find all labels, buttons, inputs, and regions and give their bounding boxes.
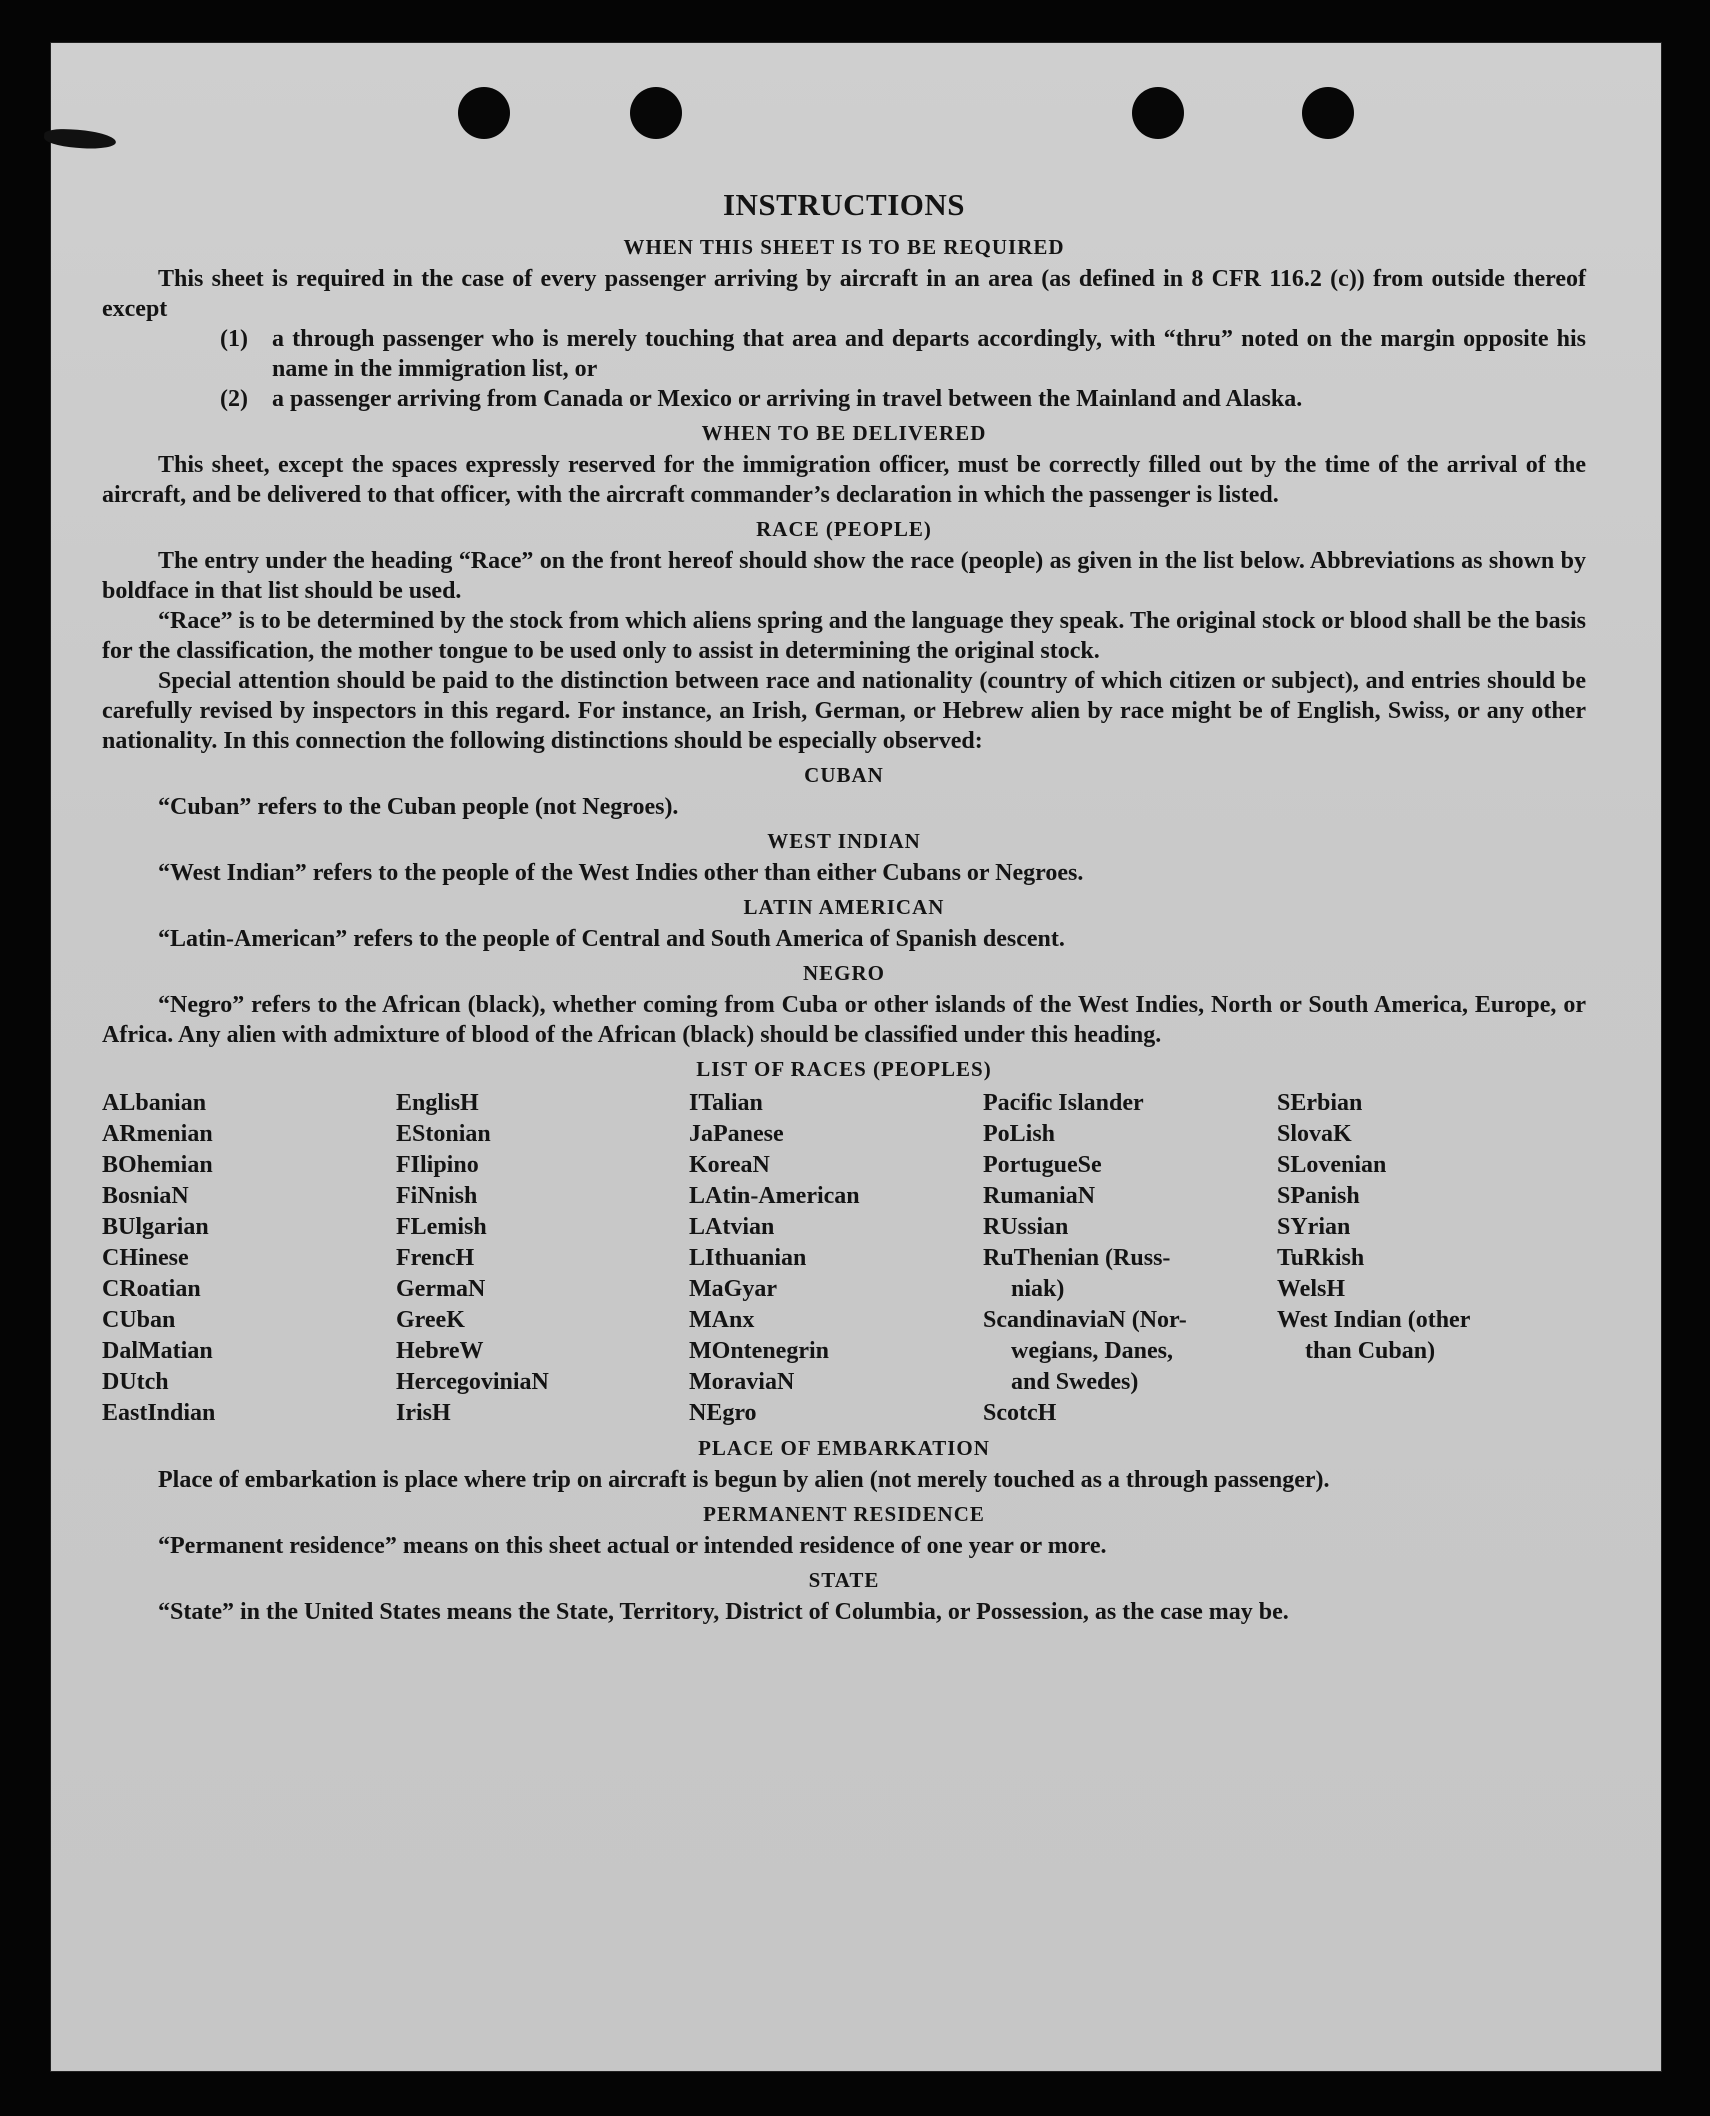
race-entry: LAtvian xyxy=(689,1214,775,1240)
heading-west-indian: WEST INDIAN xyxy=(767,829,921,853)
race-entry: DUtch xyxy=(102,1369,169,1395)
race-entry: GermaN xyxy=(396,1276,486,1302)
race-entry: JaPanese xyxy=(689,1121,784,1147)
race-entry: BUlgarian xyxy=(102,1214,209,1240)
race-entry: West Indian (other xyxy=(1277,1307,1471,1333)
race-paragraph: “Race” is to be determined by the stock from which aliens spring and the language they speak. The original stock or blood shall be the basis for the classification, the mother tongue to be used only to assist in determining the original stock. xyxy=(102,608,1586,664)
race-entry: niak) xyxy=(1011,1276,1065,1302)
exception-text: a passenger arriving from Canada or Mexico or arriving in travel between the Mainland and Alaska. xyxy=(272,386,1303,412)
race-entry: EastIndian xyxy=(102,1400,216,1426)
instructions-text xyxy=(102,182,1586,1627)
race-entry: CHinese xyxy=(102,1245,189,1271)
races-column xyxy=(396,1088,689,1429)
races-column xyxy=(1277,1088,1547,1429)
exception-number: (2) xyxy=(220,386,248,412)
race-entry: BOhemian xyxy=(102,1152,213,1178)
race-paragraph: Special attention should be paid to the distinction between race and nationality (country of which citizen or subject), and entries should be carefully revised by inspectors in this regard. For instance, an Irish, German, or Hebrew alien by race might be of English, Swiss, or any other nationality. In this connection the following distinctions should be especially observed: xyxy=(102,668,1586,754)
race-entry: GreeK xyxy=(396,1307,465,1333)
race-entry: KoreaN xyxy=(689,1152,770,1178)
heading-list-of-races: LIST OF RACES (PEOPLES) xyxy=(696,1057,992,1081)
when-delivered-text: This sheet, except the spaces expressly reserved for the immigration officer, must be correctly filled out by the time of the arrival of the aircraft, and be delivered to that officer, with the aircraft commander’s declaration in which the passenger is listed. xyxy=(102,452,1586,508)
race-entry: HercegoviniaN xyxy=(396,1369,549,1395)
negro-text: “Negro” refers to the African (black), whether coming from Cuba or other islands of the West Indies, North or South America, Europe, or Africa. Any alien with admixture of blood of the African (black) should be classified under this heading. xyxy=(102,992,1586,1048)
when-required-intro: This sheet is required in the case of every passenger arriving by aircraft in an area (as defined in 8 CFR 116.2 (c)) from outside thereof except xyxy=(102,266,1586,322)
race-entry: SlovaK xyxy=(1277,1121,1352,1147)
race-entry: HebreW xyxy=(396,1338,484,1364)
west-indian-text: “West Indian” refers to the people of the West Indies other than either Cubans or Negroes. xyxy=(158,860,1084,886)
exception-text: a through passenger who is merely touching that area and departs accordingly, with “thru” noted on the margin opposite his name in the immigration list, or xyxy=(272,326,1586,382)
residence-text: “Permanent residence” means on this sheet actual or intended residence of one year or more. xyxy=(158,1533,1107,1559)
race-entry: ITalian xyxy=(689,1090,763,1116)
document-sheet xyxy=(50,42,1662,2072)
race-entry: SYrian xyxy=(1277,1214,1351,1240)
races-column xyxy=(102,1088,396,1429)
race-paragraph: The entry under the heading “Race” on the front hereof should show the race (people) as given in the list below. Abbreviations as shown by boldface in that list should be used. xyxy=(102,548,1586,604)
race-entry: PortugueSe xyxy=(983,1152,1102,1178)
race-entry: ARmenian xyxy=(102,1121,213,1147)
race-entry: BosniaN xyxy=(102,1183,189,1209)
ink-smudge xyxy=(43,128,116,151)
heading-embarkation: PLACE OF EMBARKATION xyxy=(698,1436,990,1460)
heading-race: RACE (PEOPLE) xyxy=(756,517,932,541)
heading-state: STATE xyxy=(808,1568,880,1592)
race-entry: ALbanian xyxy=(102,1090,207,1116)
race-entry: FiNnish xyxy=(396,1183,478,1209)
race-entry: EnglisH xyxy=(396,1090,479,1116)
race-entry: FIlipino xyxy=(396,1152,479,1178)
state-text: “State” in the United States means the State, Territory, District of Columbia, or Possession, as the case may be. xyxy=(158,1599,1289,1625)
race-entry: wegians, Danes, xyxy=(1011,1338,1174,1364)
race-entry: FrencH xyxy=(396,1245,475,1271)
race-entry: RumaniaN xyxy=(983,1183,1096,1209)
race-entry: RuThenian (Russ- xyxy=(983,1245,1171,1271)
race-entry: PoLish xyxy=(983,1121,1056,1147)
exception-item xyxy=(220,384,1586,414)
heading-negro: NEGRO xyxy=(802,961,885,985)
race-entry: LIthuanian xyxy=(689,1245,807,1271)
embarkation-text: Place of embarkation is place where trip on aircraft is begun by alien (not merely touched as a through passenger). xyxy=(158,1467,1330,1493)
race-entry: SErbian xyxy=(1277,1090,1363,1116)
heading-when-delivered: WHEN TO BE DELIVERED xyxy=(701,421,987,445)
race-entry: EStonian xyxy=(396,1121,491,1147)
races-list xyxy=(102,1088,1586,1429)
race-entry: RUssian xyxy=(983,1214,1069,1240)
race-entry: DalMatian xyxy=(102,1338,213,1364)
race-entry: MoraviaN xyxy=(689,1369,795,1395)
heading-latin-american: LATIN AMERICAN xyxy=(743,895,945,919)
race-entry: NEgro xyxy=(689,1400,757,1426)
race-entry: MAnx xyxy=(689,1307,755,1333)
heading-when-required: WHEN THIS SHEET IS TO BE REQUIRED xyxy=(623,235,1065,259)
punch-hole xyxy=(1132,87,1184,139)
race-entry: IrisH xyxy=(396,1400,451,1426)
race-entry: TuRkish xyxy=(1277,1245,1365,1271)
race-entry: WelsH xyxy=(1277,1276,1346,1302)
race-entry: SLovenian xyxy=(1277,1152,1387,1178)
race-entry: LAtin-American xyxy=(689,1183,860,1209)
race-entry: Pacific Islander xyxy=(983,1090,1144,1116)
race-entry: and Swedes) xyxy=(1011,1369,1139,1395)
punch-hole xyxy=(1302,87,1354,139)
latin-american-text: “Latin-American” refers to the people of Central and South America of Spanish descent. xyxy=(158,926,1065,952)
race-entry: SPanish xyxy=(1277,1183,1360,1209)
race-entry: than Cuban) xyxy=(1305,1338,1436,1364)
race-entry: MOntenegrin xyxy=(689,1338,829,1364)
heading-cuban: CUBAN xyxy=(804,763,884,787)
races-column xyxy=(689,1088,983,1429)
exception-item xyxy=(220,324,1586,384)
heading-residence: PERMANENT RESIDENCE xyxy=(703,1502,985,1526)
punch-hole xyxy=(458,87,510,139)
cuban-text: “Cuban” refers to the Cuban people (not Negroes). xyxy=(158,794,679,820)
races-column xyxy=(983,1088,1277,1429)
punch-hole xyxy=(630,87,682,139)
race-entry: FLemish xyxy=(396,1214,487,1240)
page-title: INSTRUCTIONS xyxy=(722,187,965,222)
race-entry: ScotcH xyxy=(983,1400,1057,1426)
race-entry: CRoatian xyxy=(102,1276,201,1302)
race-entry: MaGyar xyxy=(689,1276,777,1302)
race-entry: ScandinaviaN (Nor- xyxy=(983,1307,1187,1333)
exception-number: (1) xyxy=(220,326,248,352)
race-entry: CUban xyxy=(102,1307,176,1333)
